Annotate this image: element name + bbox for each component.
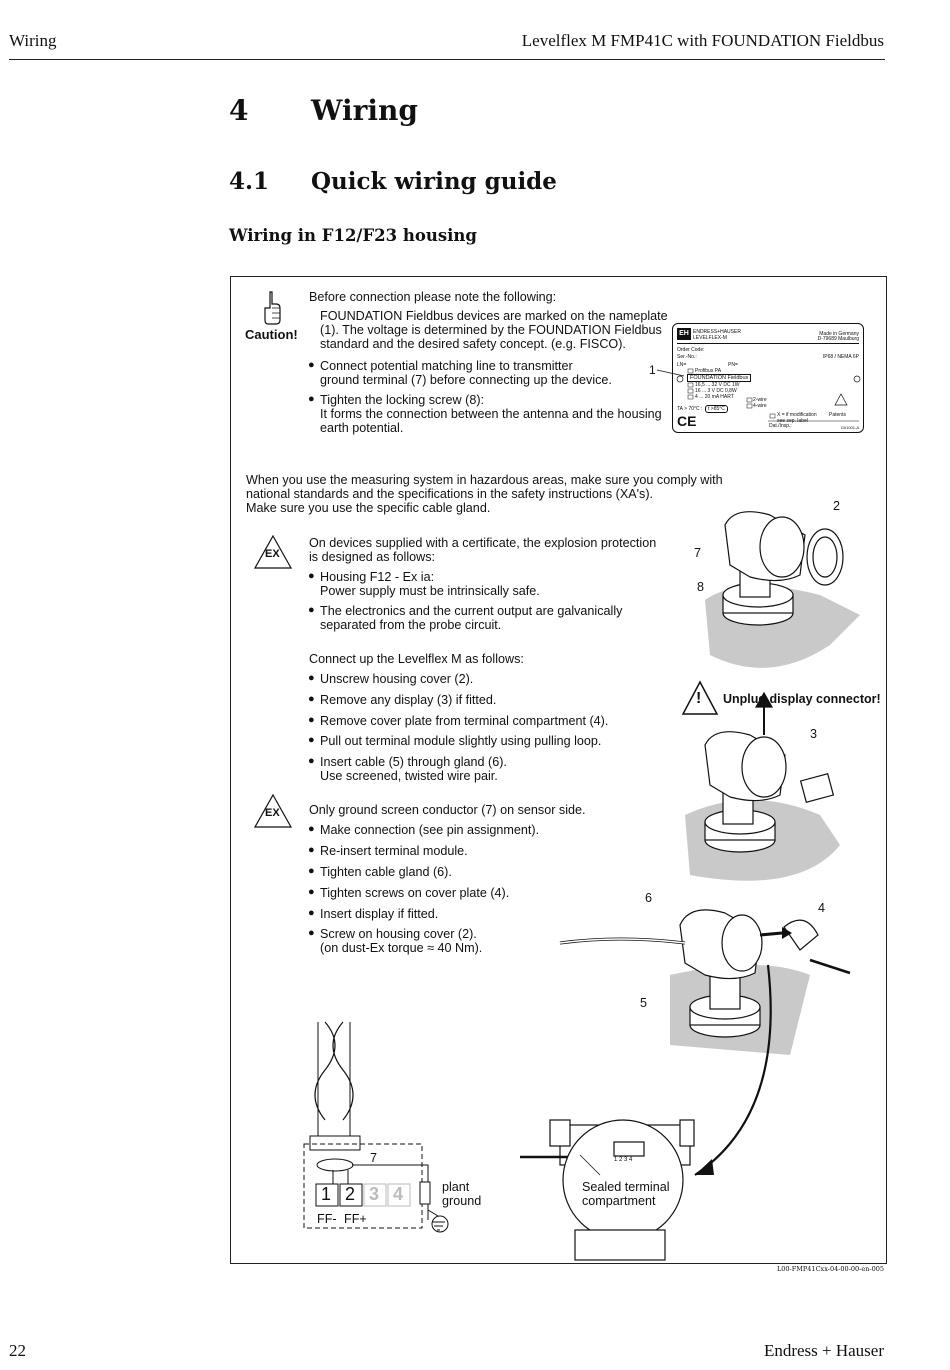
np-v2: 16 ... 3 V DC 0,8W	[695, 388, 737, 394]
nameplate-marks	[673, 324, 863, 432]
ex2-intro: Only ground screen conductor (7) on sensor side.	[309, 803, 586, 817]
connect-step-5: ● Insert cable (5) through gland (6).	[320, 755, 507, 769]
chapter-number: 4	[229, 94, 249, 127]
caution-bullet-2-l3: earth potential.	[320, 421, 404, 435]
ex2-step-3: ● Tighten cable gland (6).	[320, 865, 452, 879]
np-ma: 4 ... 20 mA HART	[695, 394, 734, 400]
connect-step-1: ● Unscrew housing cover (2).	[320, 672, 473, 686]
np-mod: X = if modification see sep. label	[777, 412, 817, 424]
pointing-hand-icon	[258, 290, 288, 330]
caution-p1-l1: FOUNDATION Fieldbus devices are marked on the nameplate	[320, 309, 668, 323]
warning-exclamation: !	[696, 690, 702, 707]
hazard-l1: When you use the measuring system in hazardous areas, make sure you comply with	[246, 473, 723, 487]
ex2-step-2: ● Re-insert terminal module.	[320, 844, 468, 858]
label-plant: plant	[442, 1180, 470, 1194]
np-order: Order Code:	[677, 347, 705, 353]
caution-intro: Before connection please note the following:	[309, 290, 557, 304]
np-2wire: 2-wire	[753, 397, 767, 403]
np-pa: Profibus PA	[695, 368, 722, 374]
caution-label: Caution!	[245, 327, 298, 342]
np-v1: 16,5 ... 32 V DC 1W	[695, 382, 740, 388]
callout-7-terminal: 7	[370, 1151, 378, 1165]
connect-step-2: ● Remove any display (3) if fitted.	[320, 693, 496, 707]
np-brand2: LEVELFLEX-M	[693, 335, 727, 341]
header-left: Wiring	[9, 31, 57, 50]
section-title: Quick wiring guide	[311, 168, 557, 195]
ex2-step-4: ● Tighten screws on cover plate (4).	[320, 886, 509, 900]
ex2-step-5: ● Insert display if fitted.	[320, 907, 438, 921]
np-ff: FOUNDATION Fieldbus	[687, 374, 751, 382]
ex2-step-6-l2: (on dust-Ex torque ≈ 40 Nm).	[320, 941, 483, 955]
np-made1: Made in Germany	[819, 331, 859, 337]
sealed-l2: compartment	[582, 1194, 656, 1208]
nameplate	[672, 323, 864, 433]
connect-step-5-l2: Use screened, twisted wire pair.	[320, 769, 498, 783]
terminal-4: 4	[393, 1184, 404, 1204]
connect-step-4: ● Pull out terminal module slightly using pulling loop.	[320, 734, 601, 748]
terminal-small-numbers: 1 2 3 4	[614, 1157, 633, 1163]
caution-bullet-2: ● Tighten the locking screw (8):	[320, 393, 484, 407]
callout-4: 4	[818, 901, 826, 915]
caution-p1-l3: standard and the desired safety concept. (e.g. FISCO).	[320, 337, 626, 351]
np-patents: Patents	[829, 412, 846, 418]
np-pn: PN=	[728, 362, 738, 368]
callout-6: 6	[645, 891, 653, 905]
np-dat: Dat./Insp.:	[769, 423, 792, 429]
caution-p1-l2: (1). The voltage is determined by the FOUNDATION Fieldbus	[320, 323, 662, 337]
ex1-intro-l1: On devices supplied with a certificate, the explosion protection	[309, 536, 657, 550]
hazard-l2: national standards and the specifications in the safety instructions (XA's).	[246, 487, 654, 501]
ex2-step-1: ● Make connection (see pin assignment).	[320, 823, 539, 837]
ex-icon-label-2: EX	[265, 807, 280, 819]
chapter-title: Wiring	[311, 94, 418, 127]
device-illustrations	[520, 495, 880, 1265]
caution-bullet-1: ● Connect potential matching line to transmitter	[320, 359, 573, 373]
np-ip: IP68 / NEMA 6P	[822, 354, 859, 360]
callout-5: 5	[640, 996, 648, 1010]
subsection-title: Wiring in F12/F23 housing	[229, 226, 477, 245]
np-ser: Ser.-No.:	[677, 354, 697, 360]
terminal-1: 1	[321, 1184, 332, 1204]
ex1-bullet-1: ● Housing F12 - Ex ia:	[320, 570, 434, 584]
ex2-step-6: ● Screw on housing cover (2).	[320, 927, 477, 941]
np-ln: LN=	[677, 362, 687, 368]
label-ff-plus: FF+	[344, 1212, 367, 1226]
np-code: D01001-A	[840, 425, 859, 430]
wiring-diagram	[300, 1020, 460, 1240]
callout-3: 3	[810, 727, 818, 741]
page-number: 22	[9, 1341, 26, 1360]
hazard-l3: Make sure you use the specific cable gland.	[246, 501, 491, 515]
figure-id: L00-FMP41Cxx-04-00-00-en-005	[776, 1265, 884, 1273]
callout-7: 7	[694, 546, 702, 560]
connect-intro: Connect up the Levelflex M as follows:	[309, 652, 524, 666]
section-number: 4.1	[229, 168, 270, 195]
ex1-bullet-2: ● The electronics and the current output are galvanically	[320, 604, 622, 618]
caution-bullet-2-l2: It forms the connection between the antenna and the housing	[320, 407, 662, 421]
label-ground: ground	[442, 1194, 482, 1208]
np-made2: D-79689 Maulburg	[817, 336, 859, 342]
terminal-2: 2	[345, 1184, 356, 1204]
ex1-bullet-2-l2: separated from the probe circuit.	[320, 618, 502, 632]
warning-text: Unplug display connector!	[723, 692, 881, 706]
label-ff-minus: FF-	[317, 1212, 337, 1226]
ex1-bullet-1-l2: Power supply must be intrinsically safe.	[320, 584, 540, 598]
footer-brand: Endress + Hauser	[763, 1341, 884, 1360]
terminal-3: 3	[369, 1184, 380, 1204]
caution-bullet-1-l2: ground terminal (7) before connecting up the device.	[320, 373, 612, 387]
ex1-intro-l2: is designed as follows:	[309, 550, 436, 564]
sealed-l1: Sealed terminal	[582, 1180, 670, 1194]
np-t: t >85°C	[705, 405, 728, 413]
np-ta: TA > 70°C :	[677, 406, 703, 412]
header-right: Levelflex M FMP41C with FOUNDATION Fieldbus	[521, 31, 884, 50]
np-brand1: ENDRESS+HAUSER	[693, 329, 741, 335]
callout-2: 2	[833, 499, 841, 513]
connect-step-3: ● Remove cover plate from terminal compartment (4).	[320, 714, 608, 728]
header-rule	[9, 59, 885, 60]
ex-icon-label-1: EX	[265, 548, 280, 560]
callout-8: 8	[697, 580, 705, 594]
ce-mark: CE	[677, 413, 697, 429]
callout-1: 1	[649, 363, 656, 377]
np-4wire: 4-wire	[753, 403, 767, 409]
eh-logo: EH	[677, 328, 691, 340]
